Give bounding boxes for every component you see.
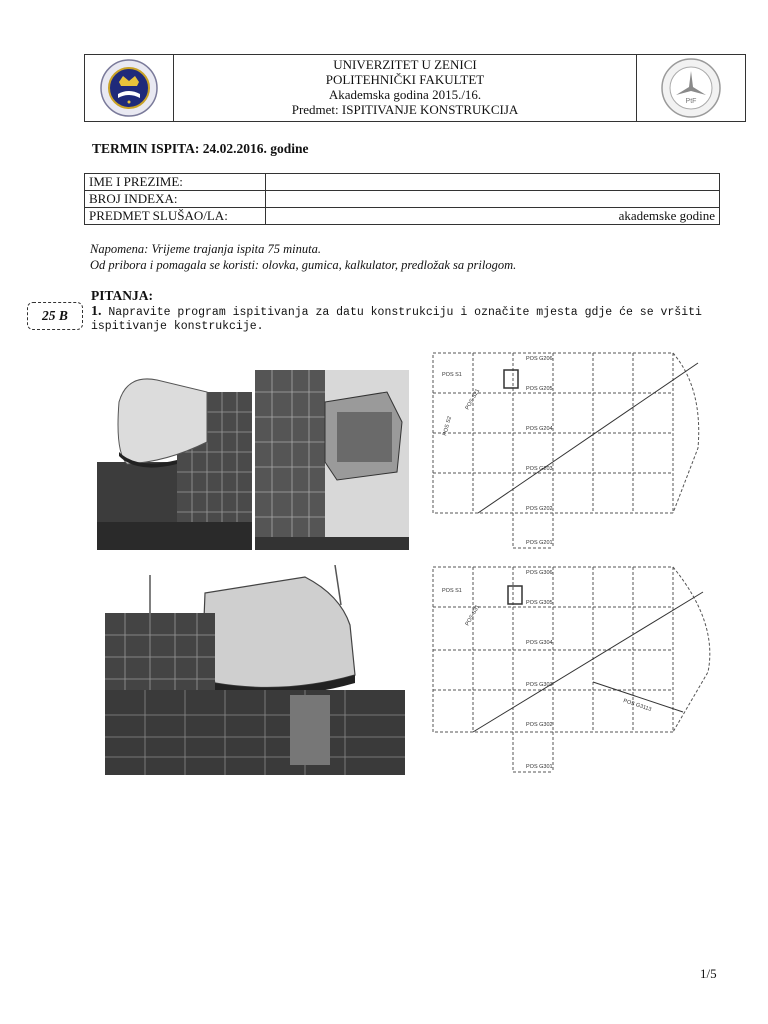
plan-top-label: POS G201 (526, 540, 553, 546)
plan-bottom-label: POS G3113 (622, 698, 653, 713)
table-row (85, 174, 720, 191)
right-logo-cell (636, 55, 745, 121)
name-label: IME I PREZIME: (85, 174, 266, 191)
index-label: BROJ INDEXA: (85, 191, 266, 208)
question-1 (91, 305, 727, 334)
table-row (85, 191, 720, 208)
table-row (85, 208, 720, 225)
plan-top-label: POS S2 (442, 415, 454, 437)
note-tools: Od pribora i pomagala se koristi: olovka, gumica, kalkulator, predložak sa prilogom. (90, 258, 517, 272)
floor-plan-bottom (428, 562, 720, 778)
plan-top-label: POS S1 (442, 372, 462, 378)
name-field[interactable] (266, 174, 720, 191)
floor-plan-top (428, 348, 720, 558)
plan-bottom-label: POS G304 (526, 640, 553, 646)
points-badge: 25 B (27, 302, 83, 330)
note-duration: Napomena: Vrijeme trajanja ispita 75 minuta. (90, 242, 322, 256)
plan-top-label: POS G202 (526, 506, 553, 512)
svg-text:PtF: PtF (685, 98, 697, 105)
plan-bottom-label: POS G303 (526, 682, 553, 688)
section-title: PITANJA: (91, 288, 153, 303)
building-photo-bottom (105, 565, 405, 775)
plan-bottom-label: POS G306 (526, 570, 553, 576)
index-field[interactable] (266, 191, 720, 208)
exam-term: TERMIN ISPITA: 24.02.2016. godine (92, 141, 309, 156)
left-logo-cell (85, 55, 174, 121)
university-name: UNIVERZITET U ZENICI (333, 57, 477, 72)
plan-top-label: POS G204 (526, 426, 553, 432)
faculty-seal-icon (660, 57, 722, 119)
plan-bottom-label: POS S31 (464, 604, 482, 627)
plan-bottom-label: POS G302 (526, 722, 553, 728)
plan-top-label: POS G205 (526, 386, 553, 392)
plan-bottom-label: POS G305 (526, 600, 553, 606)
plan-bottom-label: POS G301 (526, 764, 553, 770)
course-attended-label: PREDMET SLUŠAO/LA: (85, 208, 266, 225)
course-attended-field[interactable]: akademske godine (266, 208, 720, 225)
page-number: 1/5 (700, 966, 717, 981)
building-photo-top (97, 352, 409, 550)
university-seal-icon (99, 58, 159, 118)
course-name: Predmet: ISPITIVANJE KONSTRUKCIJA (291, 102, 519, 117)
plan-top-label: POS S21 (464, 388, 482, 411)
question-number: 1. (91, 304, 102, 319)
academic-year: Akademska godina 2015./16. (328, 87, 482, 102)
faculty-name: POLITEHNIČKI FAKULTET (325, 72, 485, 87)
question-text: Napravite program ispitivanja za datu konstrukciju i označite mjesta gdje će se vršiti ispitivanje konstrukcije. (91, 306, 702, 333)
exam-note (90, 241, 516, 273)
header-text-block (174, 55, 636, 121)
plan-top-label: POS G206 (526, 356, 553, 362)
plan-bottom-label: POS S1 (442, 588, 462, 594)
header-table (84, 54, 746, 122)
student-info-table (84, 173, 720, 225)
plan-top-label: POS G203 (526, 466, 553, 472)
